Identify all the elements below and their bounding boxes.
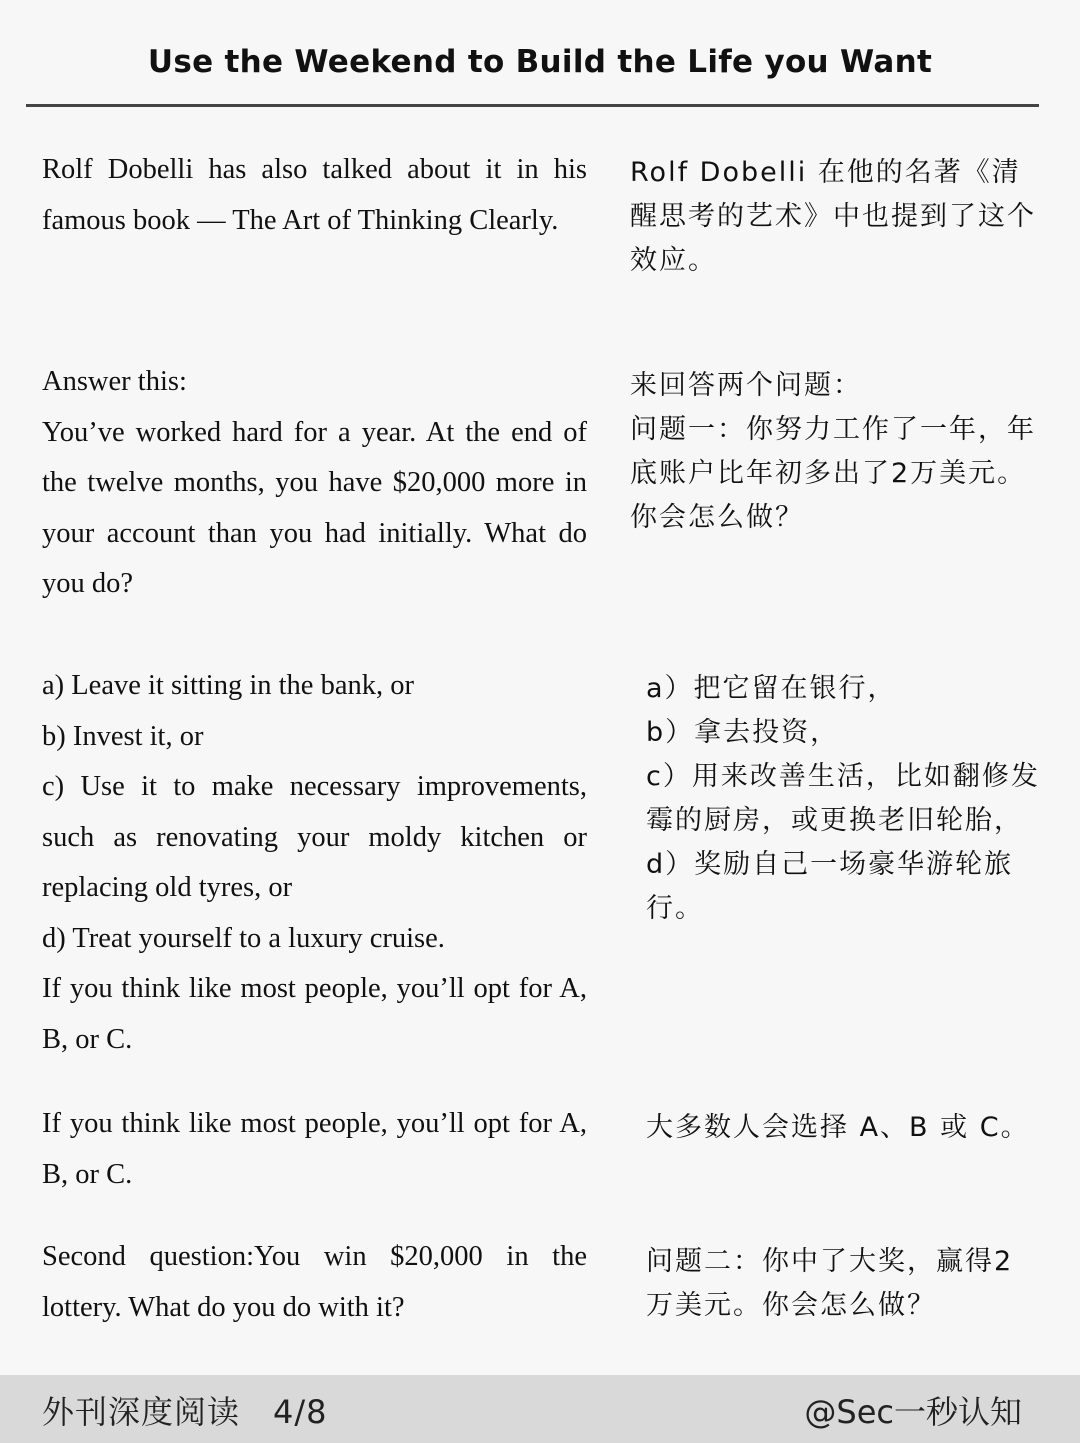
section-2-chinese bbox=[630, 364, 1038, 540]
footer-account-handle: @Sec一秒认知 bbox=[804, 1393, 1022, 1431]
paragraph: 大多数人会选择 A、B 或 C。 bbox=[646, 1112, 1030, 1143]
section-5-english bbox=[42, 1232, 587, 1333]
list-item: c）用来改善生活，比如翻修发霉的厨房，或更换老旧轮胎， bbox=[646, 761, 1040, 836]
section-4-chinese bbox=[646, 1106, 1041, 1150]
list-item: a）把它留在银行， bbox=[646, 673, 897, 704]
paragraph: If you think like most people, you’ll opt for A, B, or C. bbox=[42, 973, 587, 1055]
section-1-chinese bbox=[630, 151, 1038, 283]
paragraph: Answer this: bbox=[42, 366, 187, 397]
list-item: c) Use it to make necessary improvements, such as renovating your moldy kitchen or replacing old tyres, or bbox=[42, 771, 587, 903]
list-item: b) Invest it, or bbox=[42, 720, 204, 752]
section-5-chinese bbox=[646, 1240, 1041, 1328]
section-1-english bbox=[42, 145, 587, 246]
paragraph: Second question:You win $20,000 in the lottery. What do you do with it? bbox=[42, 1241, 587, 1323]
section-2-english bbox=[42, 357, 587, 610]
section-4-english bbox=[42, 1099, 587, 1200]
footer-bar bbox=[0, 1375, 1080, 1443]
list-item: a) Leave it sitting in the bank, or bbox=[42, 670, 414, 701]
list-item: b）拿去投资， bbox=[646, 717, 840, 748]
footer-series-label: 外刊深度阅读 4/8 bbox=[42, 1393, 328, 1431]
paragraph: If you think like most people, you’ll opt for A, B, or C. bbox=[42, 1108, 587, 1190]
paragraph: Rolf Dobelli has also talked about it in his famous book — The Art of Thinking Clearly. bbox=[42, 154, 587, 236]
page-title: Use the Weekend to Build the Life you Want bbox=[147, 44, 933, 80]
paragraph: Rolf Dobelli 在他的名著《清醒思考的艺术》中也提到了这个效应。 bbox=[630, 157, 1036, 276]
list-item: d) Treat yourself to a luxury cruise. bbox=[42, 922, 445, 954]
paragraph: 问题一：你努力工作了一年，年底账户比年初多出了2万美元。你会怎么做？ bbox=[630, 414, 1036, 533]
section-3-chinese bbox=[646, 667, 1041, 931]
section-3-english bbox=[42, 661, 587, 1065]
paragraph: 问题二：你中了大奖，赢得2万美元。你会怎么做？ bbox=[646, 1246, 1014, 1321]
paragraph: You’ve worked hard for a year. At the end of the twelve months, you have $20,000 more in your account than you had initially. What do you do? bbox=[42, 416, 587, 599]
title-divider bbox=[26, 104, 1039, 107]
list-item: d）奖励自己一场豪华游轮旅行。 bbox=[646, 849, 1014, 924]
paragraph: 来回答两个问题： bbox=[630, 370, 862, 401]
